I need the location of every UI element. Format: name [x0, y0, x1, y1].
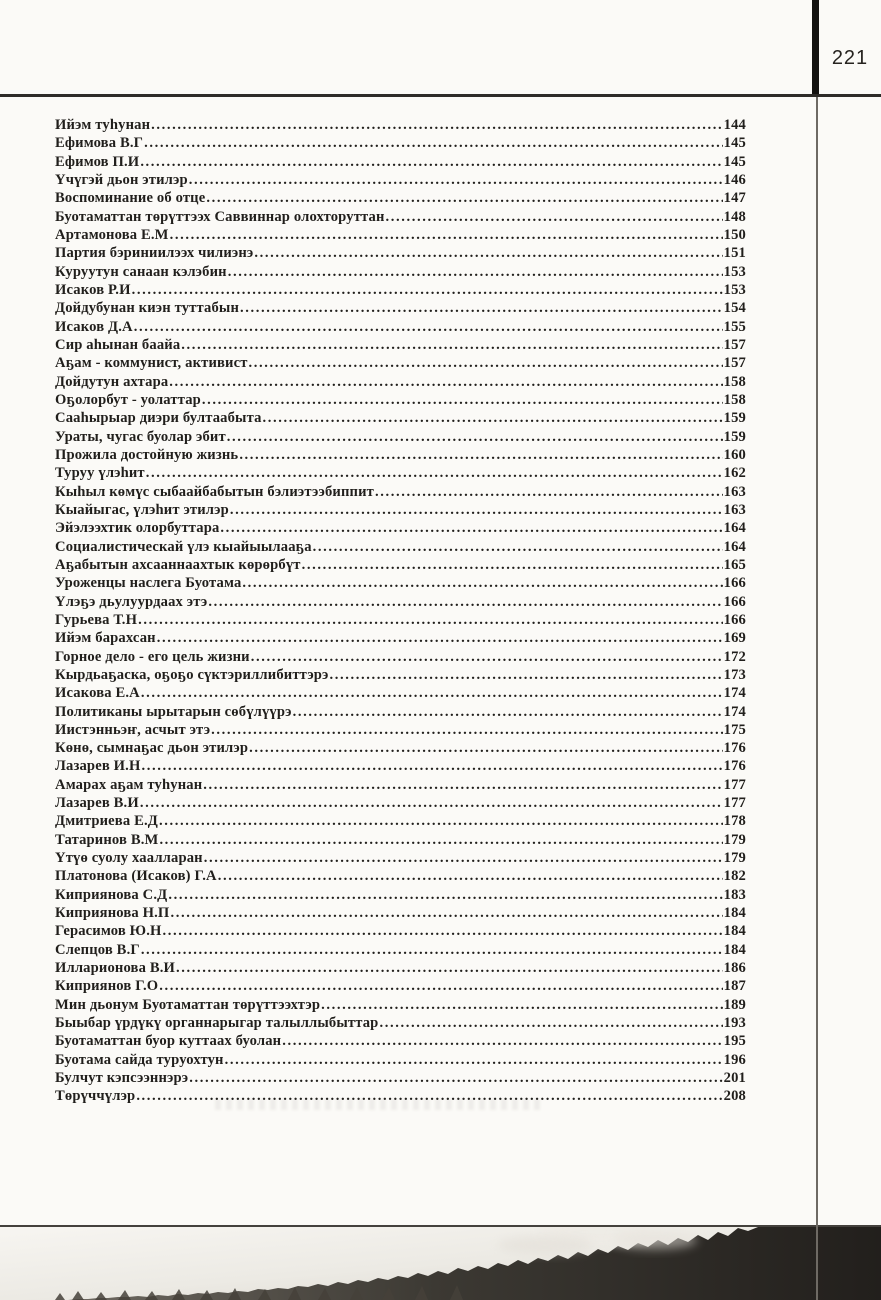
- header-corner-bar: [812, 0, 819, 96]
- toc-leader-dots: [146, 464, 723, 482]
- toc-entry-title: Кыһыл көмүс сыбаайбабытын бэлиэтээбиппит: [55, 483, 374, 500]
- toc-entry-title: Аҕабытын ахсааннаахтык көрөрбүт: [55, 556, 301, 573]
- toc-leader-dots: [293, 703, 723, 721]
- toc-entry-title: Уроженцы наслега Буотама: [55, 575, 242, 592]
- toc-entry-title: Мин дьонум Буотаматтан төрүттээхтэр: [55, 996, 321, 1013]
- toc-entry: [55, 794, 746, 812]
- header-rule: [0, 94, 881, 97]
- toc-entry-page: 155: [723, 318, 746, 335]
- toc-entry-page: 159: [723, 410, 746, 427]
- toc-entry-page: 145: [723, 135, 746, 152]
- toc-entry-page: 184: [723, 941, 746, 958]
- toc-entry-page: 163: [723, 501, 746, 518]
- toc-entry-title: Политиканы ырытарын сөбүлүүрэ: [55, 703, 292, 720]
- toc-entry-title: Илларионова В.И: [55, 960, 175, 977]
- toc-entry-page: 166: [723, 575, 746, 592]
- toc-entry: [55, 409, 746, 427]
- toc-leader-dots: [204, 849, 723, 867]
- toc-leader-dots: [230, 501, 723, 519]
- toc-entry-title: Дойдубунан киэн туттабын: [55, 300, 239, 317]
- toc-entry: [55, 318, 746, 336]
- toc-entry-title: Исаков Р.И: [55, 281, 131, 298]
- toc-entry: [55, 977, 746, 995]
- toc-entry: [55, 721, 746, 739]
- toc-leader-dots: [141, 757, 722, 775]
- toc-entry: [55, 263, 746, 281]
- toc-entry-page: 158: [723, 391, 746, 408]
- toc-leader-dots: [159, 831, 722, 849]
- toc-entry-title: Прожила достойную жизнь: [55, 446, 239, 463]
- toc-entry-title: Слепцов В.Г: [55, 941, 140, 958]
- toc-leader-dots: [159, 812, 723, 830]
- toc-entry-title: Киприянов Г.О: [55, 978, 159, 995]
- toc-entry-title: Оҕолорбут - уолаттар: [55, 391, 201, 408]
- toc-entry-page: 177: [723, 776, 746, 793]
- toc-entry-page: 166: [723, 611, 746, 628]
- toc-leader-dots: [181, 336, 722, 354]
- toc-entry-page: 153: [723, 263, 746, 280]
- toc-entry-page: 146: [723, 171, 746, 188]
- toc-entry-title: Буотаматтан буор куттаах буолан: [55, 1033, 282, 1050]
- toc-leader-dots: [242, 574, 722, 592]
- toc-entry-page: 193: [723, 1015, 746, 1032]
- toc-entry-page: 179: [723, 831, 746, 848]
- toc-entry: [55, 959, 746, 977]
- toc-leader-dots: [169, 373, 722, 391]
- toc-entry-page: 148: [723, 208, 746, 225]
- toc-leader-dots: [189, 1069, 722, 1087]
- forest-photo: [0, 1227, 881, 1300]
- toc-entry-page: 183: [723, 886, 746, 903]
- toc-entry: [55, 446, 746, 464]
- toc-entry-title: Эйэлээхтик олорбуттара: [55, 520, 220, 537]
- toc-leader-dots: [206, 189, 722, 207]
- toc-leader-dots: [220, 519, 722, 537]
- toc-entry: [55, 849, 746, 867]
- toc-leader-dots: [249, 739, 723, 757]
- toc-entry-page: 184: [723, 923, 746, 940]
- toc-entry-page: 150: [723, 226, 746, 243]
- toc-entry: [55, 464, 746, 482]
- toc-entry-page: 177: [723, 795, 746, 812]
- toc-entry: [55, 299, 746, 317]
- toc-entry-page: 175: [723, 721, 746, 738]
- toc-entry: [55, 757, 746, 775]
- toc-entry: [55, 739, 746, 757]
- toc-entry: [55, 1032, 746, 1050]
- toc-entry-page: 184: [723, 905, 746, 922]
- toc-entry-page: 165: [723, 556, 746, 573]
- toc-entry-title: Ийэм туһунан: [55, 117, 151, 133]
- toc-leader-dots: [239, 446, 722, 464]
- toc-entry-page: 145: [723, 153, 746, 170]
- toc-entry-title: Исакова Е.А: [55, 685, 140, 702]
- forest-treeline-illustration: [0, 1227, 881, 1300]
- toc-entry-title: Сааһырыар диэри бултаабыта: [55, 410, 262, 427]
- toc-entry-page: 154: [723, 300, 746, 317]
- toc-entry-title: Буотаматтан төрүттээх Саввиннар олохторуттан: [55, 208, 385, 225]
- toc-leader-dots: [144, 134, 723, 152]
- toc-entry-page: 176: [723, 740, 746, 757]
- toc-leader-dots: [379, 1014, 722, 1032]
- toc-entry: [55, 244, 746, 262]
- toc-entry-title: Үчүгэй дьон этилэр: [55, 171, 188, 188]
- toc-entry-title: Төрүччүлэр: [55, 1088, 136, 1105]
- toc-entry-title: Дойдутун ахтара: [55, 373, 169, 390]
- ink-bleed-artifact: [215, 1099, 545, 1110]
- toc-entry-title: Горное дело - его цель жизни: [55, 648, 250, 665]
- toc-leader-dots: [211, 721, 722, 739]
- toc-entry-page: 158: [723, 373, 746, 390]
- toc-entry-page: 153: [723, 281, 746, 298]
- toc-entry-title: Булчут кэпсээннэрэ: [55, 1070, 189, 1087]
- toc-entry-page: 189: [723, 996, 746, 1013]
- toc-entry: [55, 519, 746, 537]
- toc-entry-title: Ефимов П.И: [55, 153, 140, 170]
- toc-entry-page: 196: [723, 1051, 746, 1068]
- toc-leader-dots: [251, 648, 723, 666]
- toc-entry: [55, 354, 746, 372]
- toc-leader-dots: [313, 538, 723, 556]
- toc-leader-dots: [151, 116, 723, 134]
- toc-leader-dots: [176, 959, 723, 977]
- toc-entry-title: Ефимова В.Г: [55, 135, 144, 152]
- toc-list: [55, 116, 746, 1106]
- toc-entry-title: Туруу үлэһит: [55, 465, 145, 482]
- toc-entry-title: Лазарев И.Н: [55, 758, 141, 775]
- toc-entry-page: 174: [723, 703, 746, 720]
- toc-entry-page: 147: [723, 190, 746, 207]
- toc-entry: [55, 666, 746, 684]
- toc-entry: [55, 812, 746, 830]
- toc-entry: [55, 941, 746, 959]
- toc-entry: [55, 189, 746, 207]
- toc-leader-dots: [263, 409, 723, 427]
- toc-entry: [55, 831, 746, 849]
- toc-leader-dots: [330, 666, 723, 684]
- toc-entry-title: Үлэҕэ дьулуурдаах этэ: [55, 593, 208, 610]
- toc-entry-title: Социалистическай үлэ кыайыылааҕа: [55, 538, 312, 555]
- toc-entry-page: 164: [723, 520, 746, 537]
- toc-entry-page: 163: [723, 483, 746, 500]
- toc-entry: [55, 996, 746, 1014]
- toc-leader-dots: [227, 428, 723, 446]
- toc-entry-title: Кыайыгас, үлэһит этилэр: [55, 501, 229, 518]
- toc-entry: [55, 428, 746, 446]
- toc-entry-title: Партия бэриниилээх чилиэнэ: [55, 245, 254, 262]
- toc-entry-title: Киприянова С.Д: [55, 886, 168, 903]
- toc-entry: [55, 574, 746, 592]
- toc-entry: [55, 1051, 746, 1069]
- footer-rule: [0, 1225, 881, 1227]
- toc-entry: [55, 611, 746, 629]
- toc-entry: [55, 593, 746, 611]
- toc-entry-title: Аҕам - коммунист, активист: [55, 355, 248, 372]
- toc-entry-page: 179: [723, 850, 746, 867]
- toc-leader-dots: [141, 684, 723, 702]
- toc-entry-page: 160: [723, 446, 746, 463]
- page-number: 221: [831, 47, 869, 69]
- toc-entry: [55, 226, 746, 244]
- toc-entry: [55, 1014, 746, 1032]
- toc-entry-title: Көнө, сымнаҕас дьон этилэр: [55, 740, 249, 757]
- toc-leader-dots: [203, 776, 722, 794]
- toc-entry: [55, 281, 746, 299]
- toc-entry-page: 176: [723, 758, 746, 775]
- toc-entry-page: 187: [723, 978, 746, 995]
- toc-entry: [55, 629, 746, 647]
- toc-entry: [55, 391, 746, 409]
- toc-leader-dots: [141, 941, 723, 959]
- toc-leader-dots: [159, 977, 722, 995]
- toc-entry: [55, 904, 746, 922]
- toc-entry: [55, 867, 746, 885]
- toc-leader-dots: [202, 391, 723, 409]
- toc-leader-dots: [386, 208, 723, 226]
- toc-entry: [55, 684, 746, 702]
- toc-entry-title: Ийэм барахсан: [55, 630, 156, 647]
- toc-leader-dots: [163, 922, 723, 940]
- toc-entry-page: 166: [723, 593, 746, 610]
- toc-leader-dots: [302, 556, 723, 574]
- toc-entry: [55, 483, 746, 501]
- toc-entry-page: 162: [723, 465, 746, 482]
- toc-entry-title: Гурьева Т.Н: [55, 611, 138, 628]
- toc-leader-dots: [138, 611, 723, 629]
- toc-entry-title: Артамонова Е.М: [55, 226, 169, 243]
- toc-leader-dots: [240, 299, 723, 317]
- toc-entry: [55, 134, 746, 152]
- toc-entry-page: 174: [723, 685, 746, 702]
- toc-entry-page: 195: [723, 1033, 746, 1050]
- toc-entry: [55, 886, 746, 904]
- toc-entry: [55, 208, 746, 226]
- toc-leader-dots: [218, 867, 723, 885]
- toc-entry-title: Үтүө суолу хаалларан: [55, 850, 203, 867]
- toc-entry-title: Киприянова Н.П: [55, 905, 170, 922]
- toc-leader-dots: [321, 996, 723, 1014]
- toc-entry-page: 208: [723, 1088, 746, 1105]
- toc-leader-dots: [208, 593, 722, 611]
- toc-entry-title: Лазарев В.И: [55, 795, 139, 812]
- toc-entry: [55, 373, 746, 391]
- toc-entry-page: 182: [723, 868, 746, 885]
- toc-entry: [55, 1069, 746, 1087]
- toc-leader-dots: [157, 629, 723, 647]
- toc-entry-title: Герасимов Ю.Н: [55, 923, 162, 940]
- toc-entry-page: 164: [723, 538, 746, 555]
- toc-leader-dots: [132, 281, 723, 299]
- toc-entry: [55, 556, 746, 574]
- toc-entry: [55, 776, 746, 794]
- toc-leader-dots: [189, 171, 723, 189]
- toc-entry-title: Воспоминание об отце: [55, 190, 206, 207]
- toc-entry: [55, 171, 746, 189]
- toc-entry-title: Кырдьаҕаска, оҕоҕо сүктэриллибиттэрэ: [55, 666, 329, 683]
- toc-entry: [55, 922, 746, 940]
- toc-entry-title: Исаков Д.А: [55, 318, 133, 335]
- toc-entry: [55, 153, 746, 171]
- toc-entry-title: Иистэнньэҥ, асчыт этэ: [55, 721, 211, 738]
- toc-entry-page: 178: [723, 813, 746, 830]
- toc-leader-dots: [170, 904, 722, 922]
- toc-entry-title: Куруутун санаан кэлэбин: [55, 263, 227, 280]
- toc-entry-page: 186: [723, 960, 746, 977]
- toc-entry-title: Амарах аҕам туһунан: [55, 776, 203, 793]
- toc-leader-dots: [249, 354, 723, 372]
- toc-entry-page: 151: [723, 245, 746, 262]
- toc-leader-dots: [140, 153, 722, 171]
- toc-entry-title: Платонова (Исаков) Г.А: [55, 868, 217, 885]
- toc-leader-dots: [168, 886, 722, 904]
- toc-entry-page: 159: [723, 428, 746, 445]
- toc-entry: [55, 648, 746, 666]
- toc-entry: [55, 538, 746, 556]
- toc-entry-page: 169: [723, 630, 746, 647]
- toc-entry-page: 157: [723, 336, 746, 353]
- toc-leader-dots: [140, 794, 723, 812]
- toc-entry-title: Сир аһынан баайа: [55, 336, 181, 353]
- toc-entry-page: 172: [723, 648, 746, 665]
- toc-entry-title: Буотама сайда туруохтун: [55, 1051, 224, 1068]
- toc-entry-title: Татаринов В.М: [55, 831, 159, 848]
- toc-entry-title: Ураты, чугас буолар эбит: [55, 428, 226, 445]
- toc-leader-dots: [170, 226, 723, 244]
- toc-entry-page: 157: [723, 355, 746, 372]
- right-margin-rule: [816, 97, 818, 1300]
- toc-entry-page: 201: [723, 1070, 746, 1087]
- toc-leader-dots: [254, 244, 722, 262]
- toc-entry-page: 173: [723, 666, 746, 683]
- toc-entry: [55, 703, 746, 721]
- toc-entry-title: Быыбар үрдүкү органнарыгар талыллыбыттар: [55, 1015, 379, 1032]
- toc-entry: [55, 501, 746, 519]
- toc-leader-dots: [225, 1051, 723, 1069]
- toc-leader-dots: [134, 318, 723, 336]
- toc-entry: [55, 116, 746, 134]
- toc-entry-page: 144: [723, 117, 746, 133]
- toc-entry-title: Дмитриева Е.Д: [55, 813, 158, 830]
- toc-entry: [55, 336, 746, 354]
- toc-leader-dots: [375, 483, 723, 501]
- toc-leader-dots: [282, 1032, 722, 1050]
- toc-leader-dots: [228, 263, 723, 281]
